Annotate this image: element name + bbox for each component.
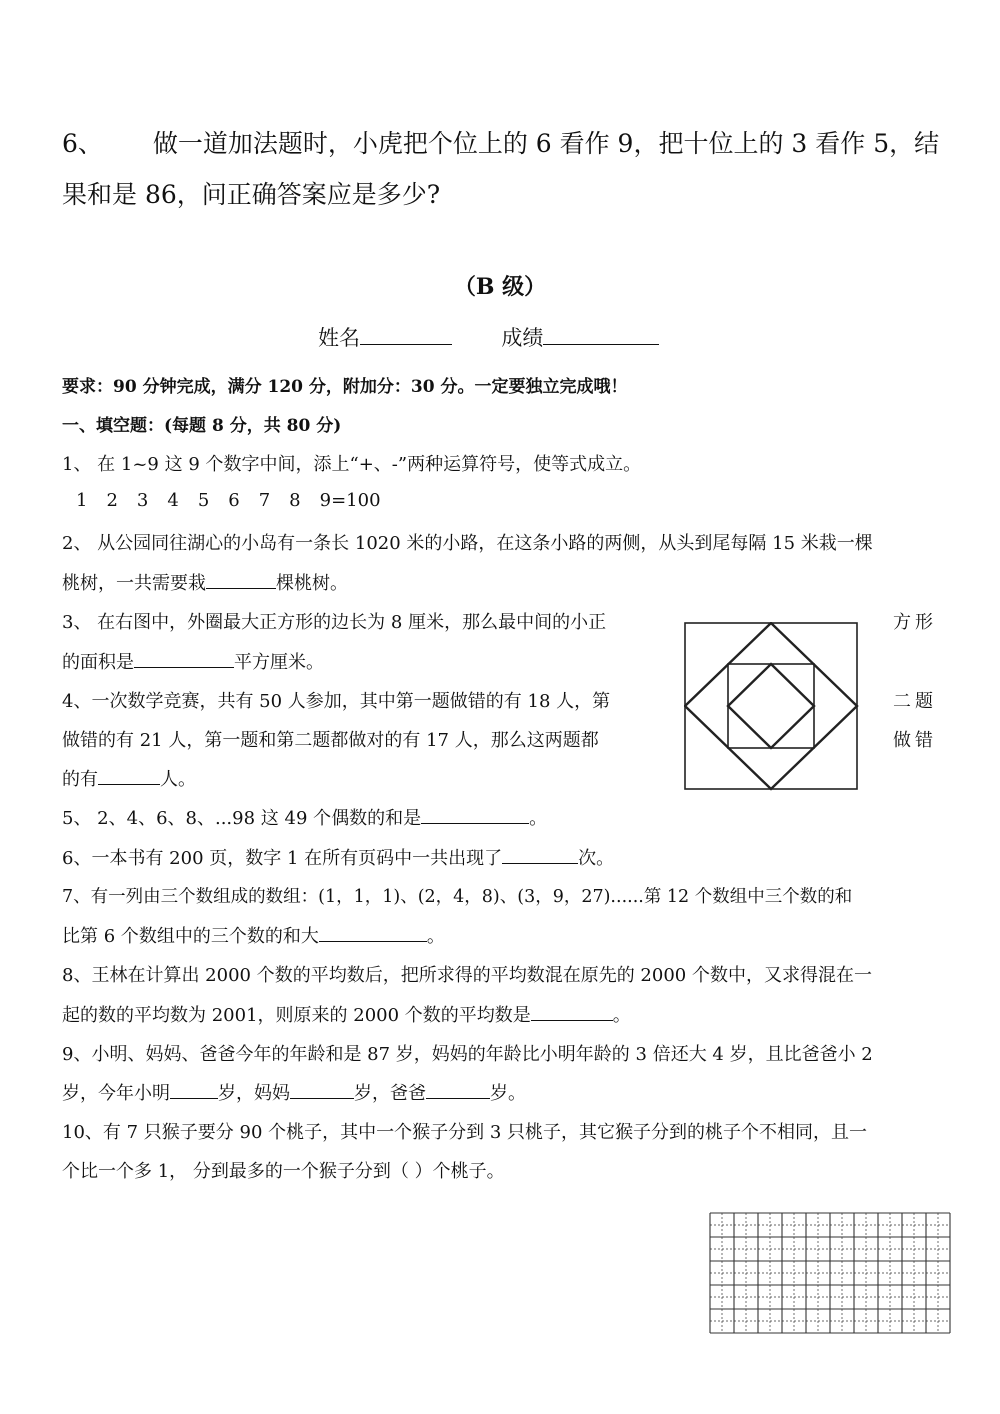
q3-line1-right: 方形 <box>893 612 937 633</box>
q9-blank-dad[interactable] <box>426 1080 490 1099</box>
question6-line1 <box>62 124 939 160</box>
inner-diamond <box>728 664 814 748</box>
score-label: 成绩 <box>501 326 544 350</box>
requirement-text: 要求：90 分钟完成，满分 120 分，附加分：30 分。一定要独立完成哦！ <box>62 377 628 397</box>
q3-text-a: 的面积是 <box>62 652 134 673</box>
score-blank[interactable] <box>543 326 659 345</box>
q2-line2 <box>62 569 348 595</box>
q3-text-b: 平方厘米。 <box>234 652 324 673</box>
q1-digit: 1 <box>76 490 88 511</box>
q1-digit: 5 <box>197 490 210 511</box>
q1-digit: 2 <box>106 490 118 511</box>
nested-squares-figure <box>684 622 860 794</box>
q1-digit: 6 <box>228 490 240 511</box>
q9-text-c: 岁，爸爸 <box>354 1083 426 1104</box>
q1-digits <box>76 490 381 511</box>
question6-text-1: 做一道加法题时，小虎把个位上的 6 看作 9，把十位上的 3 看作 5，结 <box>152 129 940 158</box>
q9-text-a: 岁，今年小明 <box>62 1083 170 1104</box>
q1-digit: 7 <box>258 490 271 511</box>
q9-blank-mom[interactable] <box>290 1080 354 1099</box>
q4-line3 <box>62 765 196 791</box>
q8-text-b: 。 <box>612 1005 631 1026</box>
q9-line1: 9、小明、妈妈、爸爸今年的年龄和是 87 岁，妈妈的年龄比小明年龄的 3 倍还大 4 岁，且比爸爸小 2 <box>62 1044 873 1065</box>
q3-blank[interactable] <box>134 649 234 668</box>
q7-text-a: 比第 6 个数组中的三个数的和大 <box>62 926 319 947</box>
q4-line2-right: 做错 <box>893 730 937 751</box>
outer-square <box>685 623 857 789</box>
question6-line2: 果和是 86，问正确答案应是多少? <box>62 180 441 209</box>
q8-line1: 8、王林在计算出 2000 个数的平均数后，把所求得的平均数混在原先的 2000 个数中，又求得混在一 <box>62 965 872 986</box>
q9-line2 <box>62 1079 526 1105</box>
q2-line1: 2、 从公园同往湖心的小岛有一条长 1020 米的小路，在这条小路的两侧，从头到尾每隔 15 米栽一棵 <box>62 533 873 554</box>
question6-number: 6、 <box>62 129 103 158</box>
q7-line2 <box>62 922 445 948</box>
q2-blank[interactable] <box>206 570 276 589</box>
q7-blank[interactable] <box>319 923 427 942</box>
outer-diamond <box>685 623 857 789</box>
q5-blank[interactable] <box>421 805 529 824</box>
q8-text-a: 起的数的平均数为 2001，则原来的 2000 个数的平均数是 <box>62 1005 531 1026</box>
q6-blank[interactable] <box>502 845 578 864</box>
q9-text-d: 岁。 <box>490 1083 526 1104</box>
q6-text-a: 6、一本书有 200 页，数字 1 在所有页码中一共出现了 <box>62 848 503 869</box>
name-label: 姓名 <box>318 326 360 350</box>
q10-line1: 10、有 7 只猴子要分 90 个桃子，其中一个猴子分到 3 只桃子，其它猴子分到的桃子个不相同，且一 <box>62 1122 868 1143</box>
q1-digit: 8 <box>289 490 301 511</box>
q1-digit: 4 <box>167 490 179 511</box>
q8-line2 <box>62 1001 631 1027</box>
q6-text-b: 次。 <box>578 848 615 869</box>
q4-blank[interactable] <box>98 766 160 785</box>
writing-grid <box>708 1211 952 1335</box>
q2-text-b: 棵桃树。 <box>276 573 348 594</box>
section1-heading: 一、填空题：(每题 8 分，共 80 分) <box>62 416 342 436</box>
q1-digit: 3 <box>136 490 149 511</box>
q4-line1-right: 二题 <box>893 691 937 712</box>
q5-text-a: 5、 2、4、6、8、...98 这 49 个偶数的和是 <box>62 808 422 829</box>
q7-text-b: 。 <box>426 926 445 947</box>
q2-text-a: 桃树，一共需要栽 <box>62 573 206 594</box>
level-title: （B 级） <box>453 274 547 300</box>
q4-text-a: 的有 <box>62 769 98 790</box>
q7-line1: 7、有一列由三个数组成的数组：(1，1，1)、(2，4，8)、(3，9，27)......第 12 个数组中三个数的和 <box>62 887 853 907</box>
q3-line1: 3、 在右图中，外圈最大正方形的边长为 8 厘米，那么最中间的小正 <box>62 612 607 633</box>
q1-text: 1、 在 1~9 这 9 个数字中间，添上“+、-”两种运算符号，使等式成立。 <box>62 454 642 475</box>
q3-line2 <box>62 648 324 674</box>
name-blank[interactable] <box>360 326 452 345</box>
name-score-row <box>318 322 659 352</box>
q6-line <box>62 844 614 870</box>
q4-line1: 4、一次数学竞赛，共有 50 人参加，其中第一题做错的有 18 人，第 <box>62 691 611 712</box>
q1-digit: 9=100 <box>319 490 381 511</box>
q5-text-b: 。 <box>529 808 548 829</box>
q8-blank[interactable] <box>531 1002 613 1021</box>
q9-blank-xiaoming[interactable] <box>170 1080 218 1099</box>
q4-line2: 做错的有 21 人，第一题和第二题都做对的有 17 人，那么这两题都 <box>62 730 599 751</box>
q9-text-b: 岁，妈妈 <box>218 1083 290 1104</box>
q5-line <box>62 804 547 830</box>
inner-square <box>728 664 814 748</box>
q10-line2: 个比一个多 1， 分到最多的一个猴子分到（ ）个桃子。 <box>62 1161 505 1182</box>
q4-text-b: 人。 <box>160 769 196 790</box>
